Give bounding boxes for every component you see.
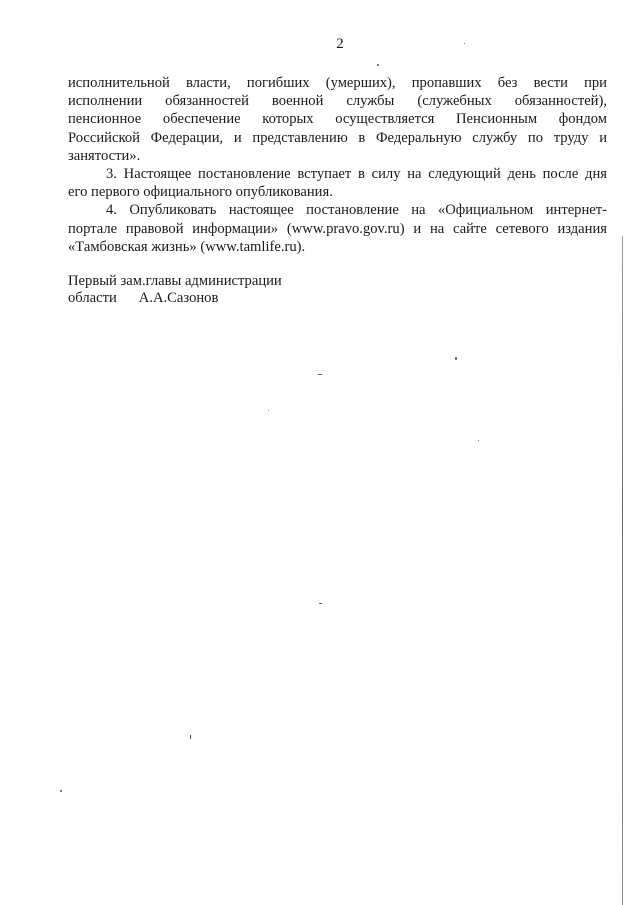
scan-speck	[455, 357, 457, 360]
page-number: 2	[336, 36, 344, 52]
body-line: занятости».	[68, 147, 141, 164]
signatory-region: области	[68, 290, 117, 306]
scan-speck	[377, 64, 379, 66]
clause-4-line: «Тамбовская жизнь» (www.tamlife.ru).	[68, 238, 306, 255]
scan-speck	[478, 440, 479, 441]
scan-speck	[60, 790, 62, 792]
clause-3-line: 3. Настоящее постановление вступает в силу на следующий день после дня	[106, 166, 607, 183]
signatory-position: Первый зам.главы администрации	[68, 273, 282, 289]
body-line: исполнении обязанностей военной службы (служебных обязанностей),	[68, 93, 607, 110]
clause-4-line: портале правовой информации» (www.pravo.gov.ru) и на сайте сетевого издания	[68, 220, 607, 237]
signatory-position-cont	[68, 290, 282, 307]
scan-speck	[318, 374, 322, 375]
scan-speck	[268, 410, 269, 411]
scan-speck	[464, 43, 465, 44]
scan-edge-line	[622, 236, 623, 905]
signature-block	[68, 273, 282, 307]
body-line: исполнительной власти, погибших (умерших), пропавших без вести при	[68, 75, 607, 91]
document-body	[68, 74, 607, 256]
body-line: пенсионное обеспечение которых осуществляется Пенсионным фондом	[68, 111, 607, 128]
body-line: Российской Федерации, и представлению в Федеральную службу по труду и	[68, 129, 607, 146]
clause-3-line: его первого официального опубликования.	[68, 184, 333, 201]
signatory-name: А.А.Сазонов	[138, 290, 219, 306]
scan-speck	[190, 735, 191, 739]
scan-speck	[319, 603, 322, 604]
clause-4-line: 4. Опубликовать настоящее постановление на «Официальном интернет-	[106, 202, 607, 219]
